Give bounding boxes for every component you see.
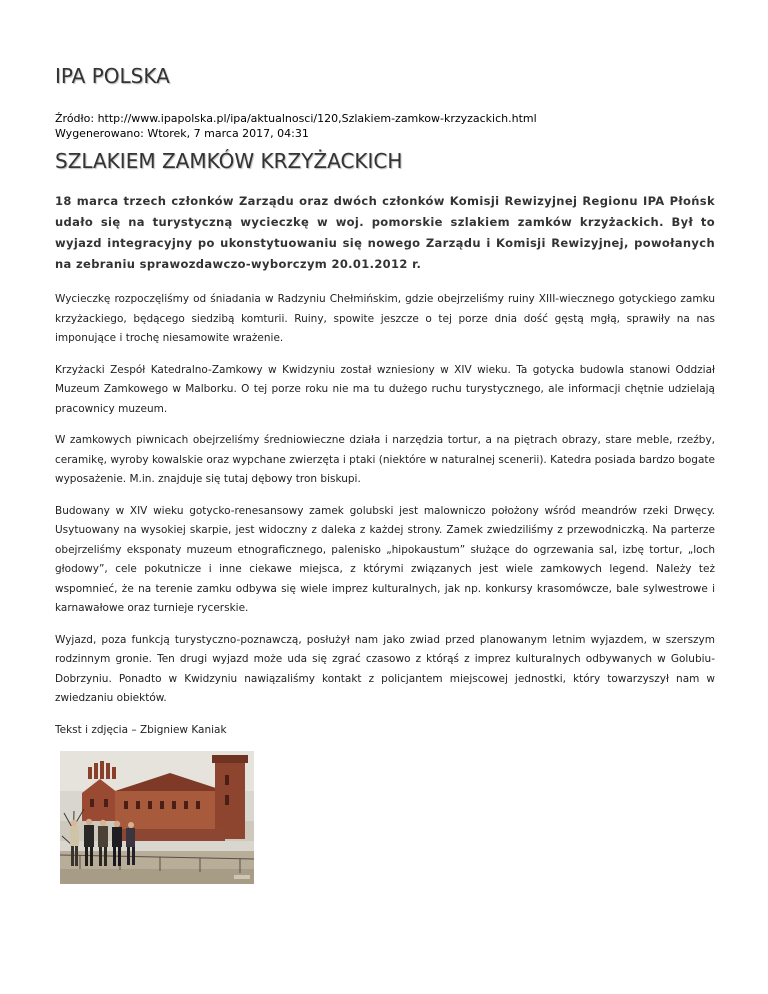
article-lead: 18 marca trzech członków Zarządu oraz dwóch członków Komisji Rewizyjnej Regionu IPA Płońsk udało się na turystyczną wycieczkę w woj. pomorskie szlakiem zamków krzyżackich. Był to wyjazd integracyjny po ukonstytuowaniu się nowego Zarządu i Komisji Rewizyjnej, powołanych na zebraniu sprawozdawczo-wyborczym 20.01.2012 r. bbox=[55, 194, 715, 271]
document-meta bbox=[55, 111, 537, 141]
article-title: SZLAKIEM ZAMKÓW KRZYŻACKICH bbox=[55, 149, 403, 173]
site-title: IPA POLSKA bbox=[55, 64, 170, 88]
article-paragraph: Wyjazd, poza funkcją turystyczno-poznawczą, posłużył nam jako zwiad przed planowanym letnim wyjazdem, w szerszym rodzinnym gronie. Ten drugi wyjazd może uda się zgrać czasowo z którąś z imprez kulturalnych odbywanych w Golubiu-Dobrzyniu. Ponadto w Kwidzyniu nawiązaliśmy kontakt z policjantem miejscowej jednostki, który towarzyszył nam w zwiedzaniu obiektów. bbox=[55, 633, 715, 704]
article-paragraph: Budowany w XIV wieku gotycko-renesansowy zamek golubski jest malowniczo położony wśród meandrów rzeki Drwęcy. Usytuowany na wysokiej skarpie, jest widoczny z daleka z każdej strony. Zamek zwiedziliśmy z przewodniczką. Na parterze obejrzeliśmy eksponaty muzeum etnograficznego, palenisko „hipokaustum” służące do ogrzewania sal, izbę tortur, „loch głodowy”, cele pokutnicze i inne ciekawe miejsca, z którymi związanych jest wiele zamkowych legend. Należy też wspomnieć, że na terenie zamku odbywa się wiele imprez kulturalnych, jak np. konkursy krasomówcze, bale sylwestrowe i karnawałowe oraz turnieje rycerskie. bbox=[55, 504, 715, 614]
article-paragraph: Krzyżacki Zespół Katedralno-Zamkowy w Kwidzyniu został wzniesiony w XIV wieku. Ta gotycka budowla stanowi Oddział Muzeum Zamkowego w Malborku. O tej porze roku nie ma tu dużego ruchu turystycznego, ale informacji chętnie udzielają pracownicy muzeum. bbox=[55, 363, 715, 415]
source-line: Źródło: http://www.ipapolska.pl/ipa/aktualnosci/120,Szlakiem-zamkow-krzyzackich.html bbox=[55, 112, 537, 125]
article-paragraph: W zamkowych piwnicach obejrzeliśmy średniowieczne działa i narzędzia tortur, a na piętrach obrazy, stare meble, rzeźby, ceramikę, wyroby kowalskie oraz wypchane zwierzęta i ptaki (niektóre w naturalnej scenerii). Katedra posiada bardzo bogate wyposażenie. M.in. znajduje się tutaj dębowy tron biskupi. bbox=[55, 434, 715, 485]
generated-line: Wygenerowano: Wtorek, 7 marca 2017, 04:31 bbox=[55, 127, 309, 140]
article-paragraph: Wycieczkę rozpoczęliśmy od śniadania w Radzyniu Chełmińskim, gdzie obejrzeliśmy ruiny XIII-wiecznego gotyckiego zamku krzyżackiego, będącego siedzibą komturii. Ruiny, spowite jeszcze o tej porze dnia dość gęstą mgłą, sprawiły na nas imponujące i trochę niesamowite wrażenie. bbox=[55, 293, 715, 344]
article-credit: Tekst i zdjęcia – Zbigniew Kaniak bbox=[55, 723, 227, 736]
castle-group-photo bbox=[60, 751, 254, 884]
article-body bbox=[55, 191, 715, 752]
